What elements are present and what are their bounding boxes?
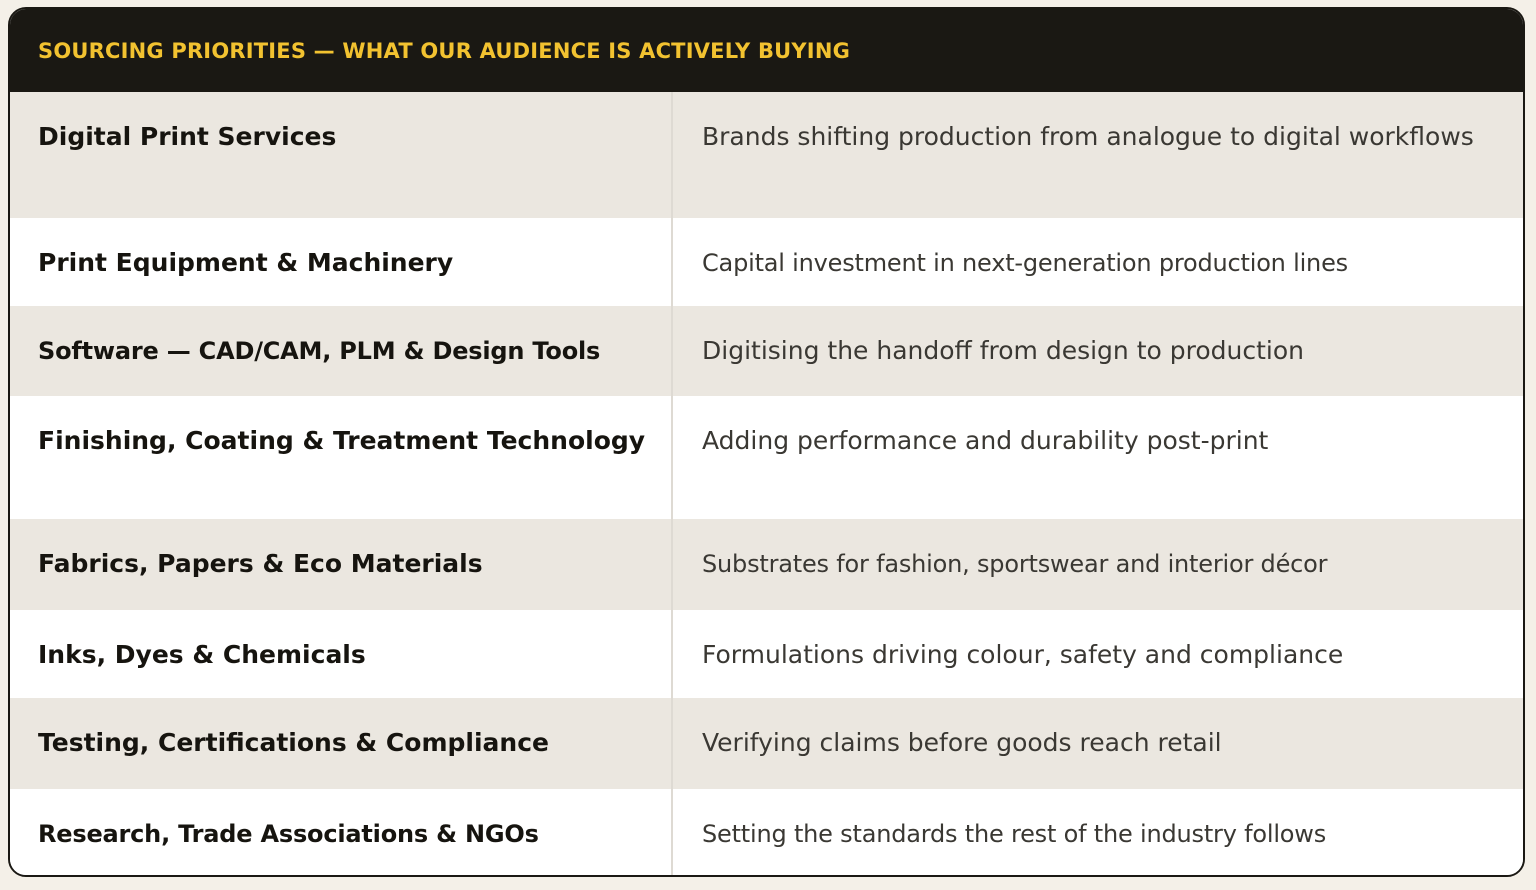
table-row: [10, 218, 1523, 306]
category-cell: Inks, Dyes & Chemicals: [10, 610, 673, 698]
category-cell: Finishing, Coating & Treatment Technology: [10, 396, 673, 519]
description-cell: Capital investment in next-generation production lines: [702, 249, 1348, 277]
description-cell: Brands shifting production from analogue to digital workflows: [702, 122, 1474, 151]
description-cell: Setting the standards the rest of the industry follows: [702, 820, 1327, 848]
table-row: [10, 519, 1523, 610]
description-cell: Verifying claims before goods reach retail: [702, 728, 1222, 757]
table-row: [10, 698, 1523, 789]
description-cell: Adding performance and durability post-print: [702, 426, 1269, 455]
category-cell: Software — CAD/CAM, PLM & Design Tools: [10, 306, 673, 396]
table-header: [10, 9, 1523, 92]
table-title: SOURCING PRIORITIES — WHAT OUR AUDIENCE IS ACTIVELY BUYING: [38, 38, 851, 63]
description-cell: Substrates for fashion, sportswear and interior décor: [702, 550, 1328, 578]
table-row: [10, 610, 1523, 698]
table-row: [10, 396, 1523, 519]
table-row: [10, 789, 1523, 877]
table-row: [10, 92, 1523, 218]
sourcing-priorities-card: [8, 7, 1525, 877]
category-cell: Fabrics, Papers & Eco Materials: [10, 519, 673, 610]
category-cell: Research, Trade Associations & NGOs: [10, 789, 673, 877]
table-row: [10, 306, 1523, 396]
priorities-table: [10, 92, 1523, 877]
description-cell: Digitising the handoff from design to production: [702, 336, 1305, 365]
category-cell: Digital Print Services: [10, 92, 673, 218]
description-cell: Formulations driving colour, safety and compliance: [702, 640, 1344, 669]
category-cell: Testing, Certifications & Compliance: [10, 698, 673, 789]
category-cell: Print Equipment & Machinery: [10, 218, 673, 306]
